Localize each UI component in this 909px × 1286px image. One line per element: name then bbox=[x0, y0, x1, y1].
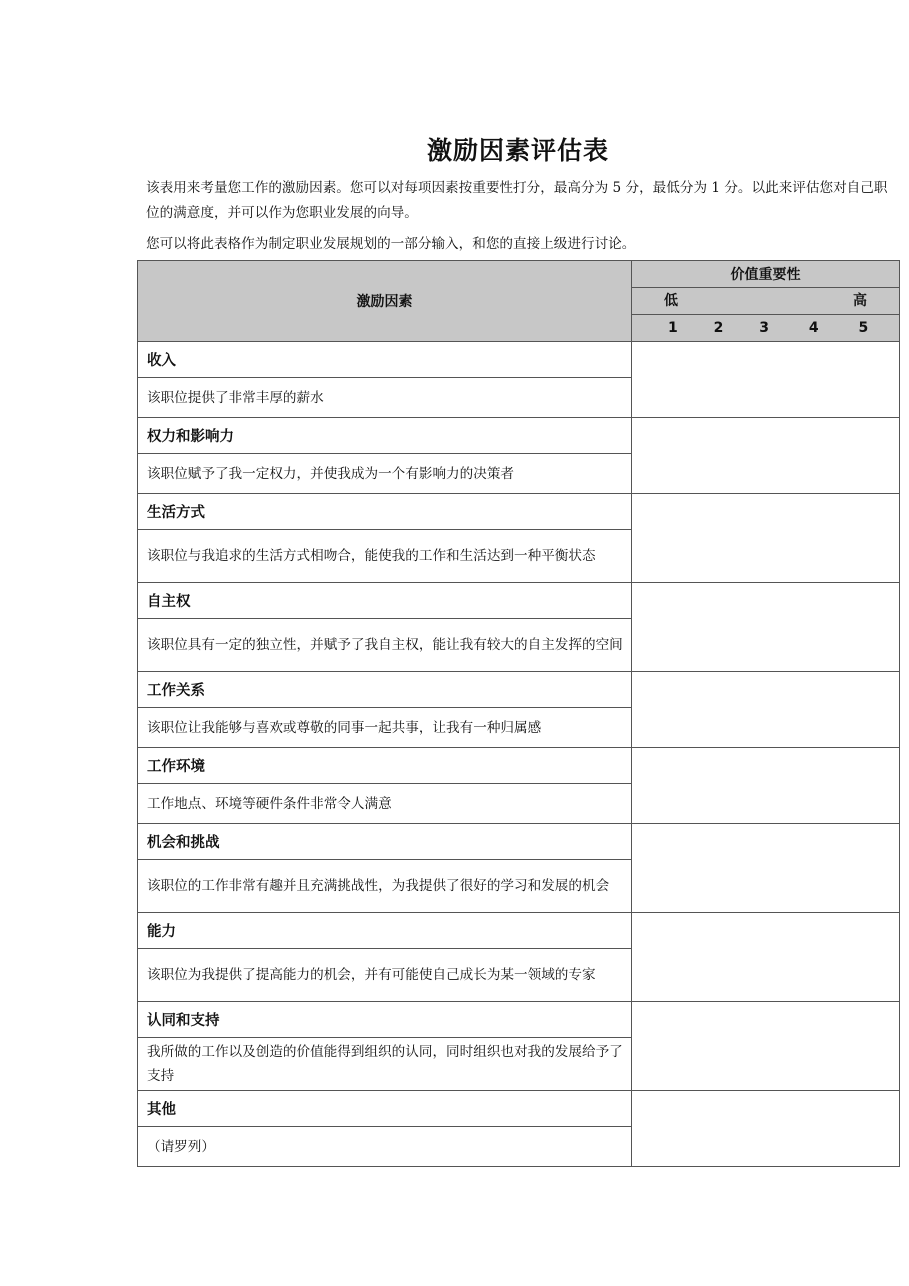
factor-name: 生活方式 bbox=[138, 494, 632, 530]
factor-name: 工作环境 bbox=[138, 748, 632, 784]
factor-name: 其他 bbox=[138, 1091, 632, 1127]
scale-4: 4 bbox=[808, 320, 819, 336]
factor-name: 自主权 bbox=[138, 583, 632, 619]
factor-description: 该职位的工作非常有趣并且充满挑战性，为我提供了很好的学习和发展的机会 bbox=[138, 860, 632, 913]
score-cell[interactable] bbox=[632, 1091, 900, 1167]
score-cell[interactable] bbox=[632, 913, 900, 1002]
page-title: 激励因素评估表 bbox=[426, 136, 609, 165]
score-cell[interactable] bbox=[632, 494, 900, 583]
factor-description: 该职位与我追求的生活方式相吻合，能使我的工作和生活达到一种平衡状态 bbox=[138, 530, 632, 583]
scale-row bbox=[632, 315, 900, 342]
low-high-row bbox=[632, 288, 900, 315]
score-cell[interactable] bbox=[632, 748, 900, 824]
factor-description: 该职位具有一定的独立性，并赋予了我自主权，能让我有较大的自主发挥的空间 bbox=[138, 619, 632, 672]
score-cell[interactable] bbox=[632, 583, 900, 672]
intro-paragraph-2: 您可以将此表格作为制定职业发展规划的一部分输入，和您的直接上级进行讨论。 bbox=[146, 236, 636, 252]
factor-description: 我所做的工作以及创造的价值能得到组织的认同，同时组织也对我的发展给予了支持 bbox=[138, 1038, 632, 1091]
factor-description: 该职位提供了非常丰厚的薪水 bbox=[138, 378, 632, 418]
score-cell[interactable] bbox=[632, 672, 900, 748]
factor-description: （请罗列） bbox=[138, 1127, 632, 1167]
score-cell[interactable] bbox=[632, 342, 900, 418]
intro-text bbox=[146, 176, 888, 257]
scale-5: 5 bbox=[858, 320, 869, 336]
high-label: 高 bbox=[853, 293, 867, 309]
score-cell[interactable] bbox=[632, 1002, 900, 1091]
scale-1: 1 bbox=[668, 320, 678, 336]
motivation-table bbox=[137, 260, 900, 1167]
factor-name: 工作关系 bbox=[138, 672, 632, 708]
factor-name: 机会和挑战 bbox=[138, 824, 632, 860]
low-label: 低 bbox=[664, 293, 678, 309]
score-cell[interactable] bbox=[632, 824, 900, 913]
factor-description: 该职位让我能够与喜欢或尊敬的同事一起共事，让我有一种归属感 bbox=[138, 708, 632, 748]
factor-description: 工作地点、环境等硬件条件非常令人满意 bbox=[138, 784, 632, 824]
intro-paragraph-1: 该表用来考量您工作的激励因素。您可以对每项因素按重要性打分，最高分为 5 分，最低分为 1 分。以此来评估您对自己职位的满意度，并可以作为您职业发展的向导。 bbox=[146, 180, 888, 221]
value-importance-header: 价值重要性 bbox=[632, 261, 900, 288]
factor-name: 能力 bbox=[138, 913, 632, 949]
factor-name: 收入 bbox=[138, 342, 632, 378]
factor-description: 该职位赋予了我一定权力，并使我成为一个有影响力的决策者 bbox=[138, 454, 632, 494]
factor-description: 该职位为我提供了提高能力的机会，并有可能使自己成长为某一领域的专家 bbox=[138, 949, 632, 1002]
factor-name: 认同和支持 bbox=[138, 1002, 632, 1038]
scale-3: 3 bbox=[759, 320, 769, 336]
score-cell[interactable] bbox=[632, 418, 900, 494]
scale-2: 2 bbox=[713, 320, 724, 336]
factor-name: 权力和影响力 bbox=[138, 418, 632, 454]
factor-column-header: 激励因素 bbox=[138, 261, 632, 342]
